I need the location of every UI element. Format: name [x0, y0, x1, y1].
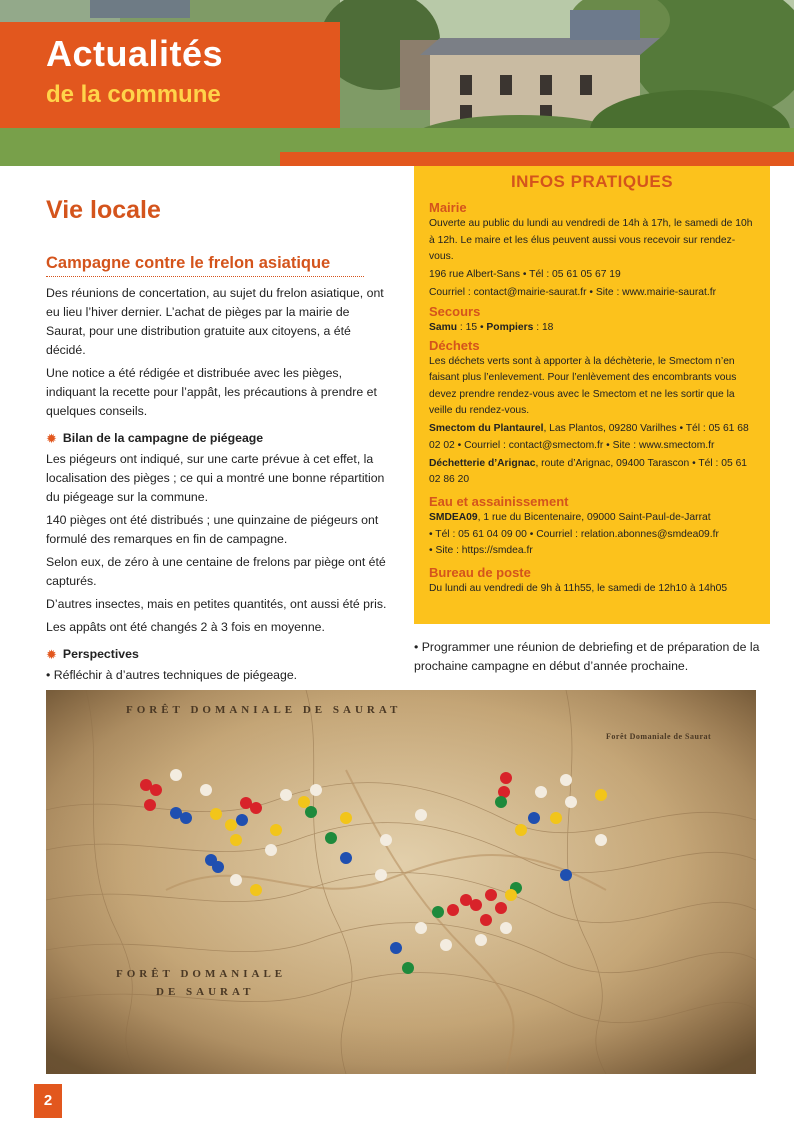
article-title: Campagne contre le frelon asiatique — [46, 254, 364, 277]
article-paragraph: Une notice a été rédigée et distribuée avec les pièges, indiquant la recette pour l’appât, les précautions à prendre et quelques conseils. — [46, 366, 377, 418]
map-label: FORÊT DOMANIALE — [116, 968, 287, 980]
title-box — [0, 22, 340, 128]
mairie-address: 196 rue Albert-Sans • Tél : 05 61 05 67 19 — [429, 269, 621, 281]
infos-title: INFOS PRATIQUES — [510, 172, 674, 191]
page-title: Actualités — [46, 33, 224, 74]
header-accent-band — [280, 152, 794, 166]
article-body — [46, 284, 390, 712]
perspectives-heading: ✹ Perspectives — [46, 647, 139, 662]
poste-hours: Du lundi au vendredi de 9h à 11h55, le samedi de 12h10 à 14h05 — [429, 583, 728, 595]
smdea-info: SMDEA09, 1 rue du Bicentenaire, 09000 Saint-Paul-de-Jarrat • Tél : 05 61 04 09 00 • Courriel : relation.abonnes@smdea09.fr • Site : https://smdea.fr — [429, 512, 719, 557]
mairie-heading: Mairie — [429, 200, 467, 216]
list-item: • Réfléchir à d’autres techniques de piégeage. — [46, 668, 298, 682]
article-paragraph: Les piégeurs ont indiqué, sur une carte prévue à cet effet, la localisation des pièges ; ce qui a montré une bonne répartition du piégeage sur la commune. — [46, 452, 385, 504]
article-paragraph: Selon eux, de zéro à une centaine de frelons par piège ont été capturés. — [46, 555, 386, 588]
page-number: 2 — [34, 1084, 62, 1118]
secours-numbers: Samu : 15 • Pompiers : 18 — [429, 321, 554, 333]
poste-heading: Bureau de poste — [429, 565, 531, 581]
article-paragraph: D’autres insectes, mais en petites quantités, ont aussi été pris. — [46, 597, 387, 611]
article-paragraph: Des réunions de concertation, au sujet du frelon asiatique, ont eu lieu l’hiver dernier. L’achat de pièges par la mairie de Saurat, pour une distribution gratuite aux citoyens, a été décidé. — [46, 286, 384, 357]
page-subtitle: de la commune — [46, 81, 221, 108]
map-label: FORÊT DOMANIALE DE SAURAT — [126, 704, 402, 716]
map-label: Forêt Domaniale de Saurat — [606, 732, 712, 741]
trap-map-photo — [46, 690, 756, 1074]
sun-bullet-icon: ✹ — [46, 647, 57, 662]
decheterie-info: Déchetterie d’Arignac, route d’Arignac, 09400 Tarascon • Tél : 05 61 02 86 20 — [429, 457, 748, 486]
section-title: Vie locale — [46, 196, 161, 224]
dechets-text: Les déchets verts sont à apporter à la déchèterie, le Smectom n’en faisant plus l’enlevement. Pour l’enlèvement des encombrants vous devez prendre rendez-vous avec le Smectom et ne les sortir que la veille du rendez-vous. — [429, 356, 737, 416]
mairie-contact: Courriel : contact@mairie-saurat.fr • Site : www.mairie-saurat.fr — [429, 287, 717, 299]
infos-pratiques-box — [414, 166, 770, 624]
bilan-heading: ✹ Bilan de la campagne de piégeage — [46, 431, 264, 446]
secours-heading: Secours — [429, 303, 481, 319]
eau-heading: Eau et assainissement — [429, 494, 569, 510]
smectom-info: Smectom du Plantaurel, Las Plantos, 09280 Varilhes • Tél : 05 61 68 02 02 • Courriel : contact@smectom.fr • Site : www.smectom.fr — [429, 423, 749, 451]
map-background — [46, 690, 756, 1074]
list-item: • Programmer une réunion de debriefing et de préparation de la prochaine campagne en début d’année prochaine. — [414, 640, 760, 673]
sun-bullet-icon: ✹ — [46, 431, 57, 446]
article-paragraph: Les appâts ont été changés 2 à 3 fois en moyenne. — [46, 620, 325, 634]
dechets-heading: Déchets — [429, 338, 480, 354]
mairie-hours: Ouverte au public du lundi au vendredi de 14h à 17h, le samedi de 10h à 12h. Le maire et les élus peuvent aussi vous recevoir sur rendez-vous. — [429, 218, 753, 262]
map-label: DE SAURAT — [156, 986, 255, 998]
header-banner — [0, 0, 794, 166]
article-paragraph: 140 pièges ont été distribués ; une quinzaine de piégeurs ont formulé des remarques en fin de campagne. — [46, 513, 379, 546]
